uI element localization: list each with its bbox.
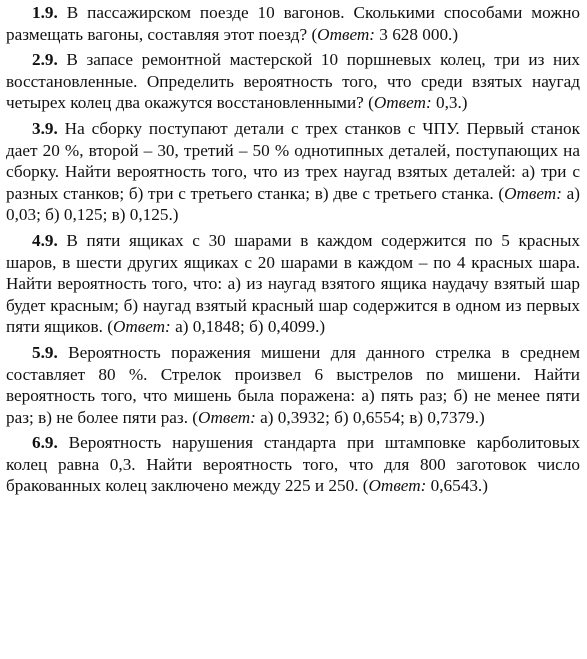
answer-label: Ответ: xyxy=(317,24,375,44)
answer-value: 3 628 000.) xyxy=(375,24,459,44)
answer-label: Ответ: xyxy=(368,476,427,496)
problem-number: 3.9. xyxy=(32,118,58,138)
problem-list xyxy=(6,2,580,497)
problem-text: Вероятность нарушения стандарта при штамповке карболитовых колец равна 0,3. Найти вероятность того, что для 800 заготовок число бракованных колец заключено между 225 и 250. ( xyxy=(6,433,580,496)
problem-6-9 xyxy=(6,432,580,497)
problem-number: 6.9. xyxy=(32,433,58,453)
answer-label: Ответ: xyxy=(112,317,171,337)
answer-value: 0,3.) xyxy=(431,93,468,113)
problem-text: В пяти ящиках с 30 шарами в каждом содержится по 5 красных шаров, в шести других ящиках с 20 шарами в каждом – по 4 красных шара. Найти вероятность того, что: а) из наугад взятого ящика наудачу взятый шар будет красным; б) наугад взятый красный шар содержится в одном из первых пяти ящиков. ( xyxy=(6,230,580,337)
problem-text: Вероятность поражения мишени для данного стрелка в среднем составляет 80 %. Стрелок произвел 6 выстрелов по мишени. Найти вероятность того, что мишень была поражена: а) пять раз; б) не менее пяти раз; в) не более пяти раз. ( xyxy=(6,342,580,427)
problem-4-9 xyxy=(6,230,580,338)
problem-1-9 xyxy=(6,2,580,45)
problem-number: 4.9. xyxy=(32,230,58,250)
problem-2-9 xyxy=(6,49,580,114)
problem-text: На сборку поступают детали с трех станков с ЧПУ. Первый станок дает 20 %, второй – 30, третий – 50 % однотипных деталей, поступающих на сборку. Найти вероятность того, что из трех наугад взятых деталей: а) три с разных станков; б) три с третьего станка; в) две с третьего станка. ( xyxy=(6,118,580,203)
answer-label: Ответ: xyxy=(198,407,256,427)
answer-value: а) 0,1848; б) 0,4099.) xyxy=(170,317,326,337)
answer-value: а) 0,03; б) 0,125; в) 0,125.) xyxy=(6,183,580,225)
answer-label: Ответ: xyxy=(373,93,432,113)
answer-value: 0,6543.) xyxy=(426,476,488,496)
problem-5-9 xyxy=(6,342,580,428)
problem-number: 1.9. xyxy=(32,3,58,22)
problem-text: В пассажирском поезде 10 вагонов. Сколькими способами можно размещать вагоны, составляя этот поезд? ( xyxy=(6,3,580,44)
problem-text: В запасе ремонтной мастерской 10 поршневых колец, три из них восстановленные. Определить вероятность того, что среди взятых наугад четырех колец два окажутся восстановленными? ( xyxy=(6,50,580,113)
problem-3-9 xyxy=(6,118,580,226)
problem-number: 5.9. xyxy=(32,342,58,362)
answer-label: Ответ: xyxy=(504,183,562,203)
answer-value: а) 0,3932; б) 0,6554; в) 0,7379.) xyxy=(255,407,485,427)
problem-number: 2.9. xyxy=(32,50,58,70)
